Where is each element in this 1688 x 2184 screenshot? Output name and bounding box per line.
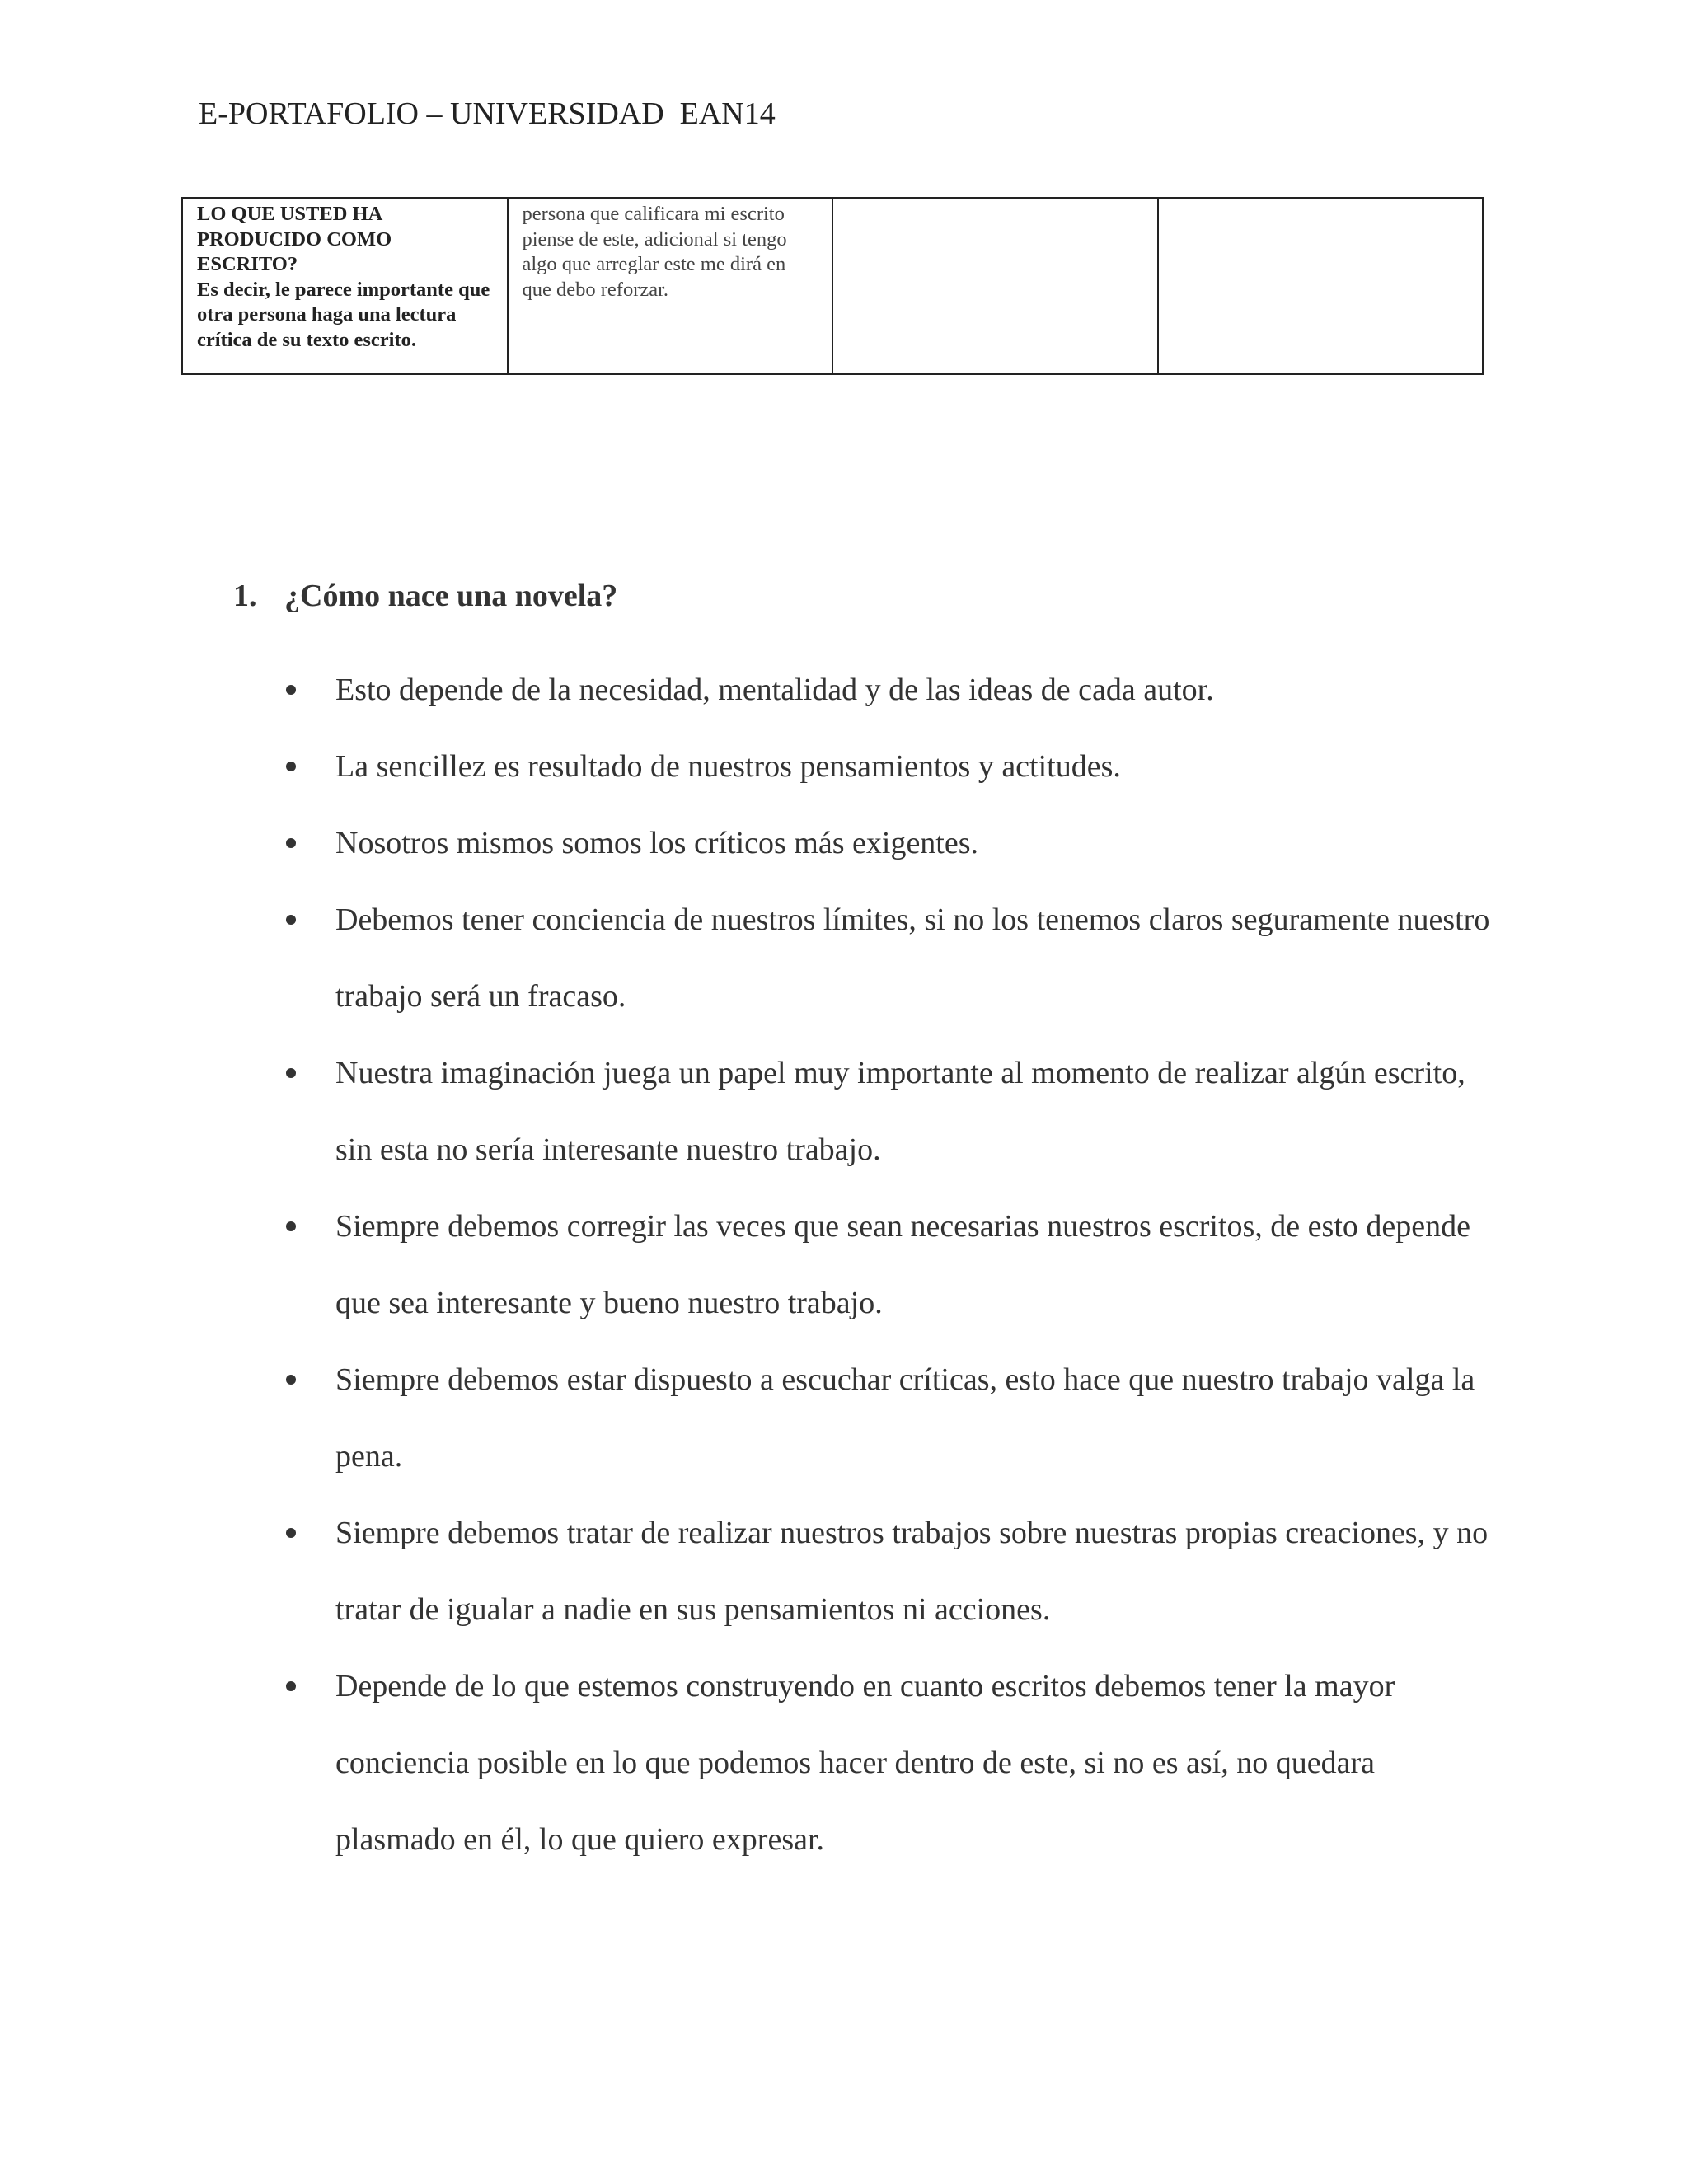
table-row	[182, 198, 1483, 374]
bullet-icon	[286, 915, 296, 925]
bullet-icon	[286, 1528, 296, 1538]
bullet-icon	[286, 838, 296, 848]
section-question	[233, 574, 617, 617]
table-cell-empty	[832, 198, 1158, 374]
list-item	[284, 882, 1496, 1035]
list-item	[284, 1648, 1496, 1878]
page-header: E-PORTAFOLIO – UNIVERSIDAD EAN14	[199, 96, 776, 131]
list-item-text: Siempre debemos estar dispuesto a escuchar críticas, esto hace que nuestro trabajo valga la pena.	[335, 1362, 1475, 1474]
list-item-text: Depende de lo que estemos construyendo en cuanto escritos debemos tener la mayor conciencia posible en lo que podemos hacer dentro de este, si no es así, no quedara plasmado en él, lo que quiero expresar.	[335, 1669, 1395, 1857]
bullet-icon	[286, 1221, 296, 1231]
list-item-text: La sencillez es resultado de nuestros pensamientos y actitudes.	[335, 749, 1121, 784]
list-item	[284, 1188, 1496, 1342]
bullet-icon	[286, 1375, 296, 1385]
list-item	[284, 729, 1496, 805]
list-item	[284, 1495, 1496, 1648]
question-number: 1.	[233, 579, 257, 613]
bullet-icon	[286, 1068, 296, 1078]
evaluation-table	[181, 197, 1484, 375]
table-cell-answer	[508, 198, 833, 374]
list-item-text: Esto depende de la necesidad, mentalidad y de las ideas de cada autor.	[335, 673, 1214, 707]
list-item	[284, 805, 1496, 882]
list-item-text: Debemos tener conciencia de nuestros límites, si no los tenemos claros seguramente nuestro trabajo será un fracaso.	[335, 902, 1490, 1014]
bullet-icon	[286, 1681, 296, 1691]
table-cell-question	[182, 198, 508, 374]
list-item	[284, 1035, 1496, 1188]
list-item-text: Nosotros mismos somos los críticos más exigentes.	[335, 826, 979, 860]
table-cell-question-title: LO QUE USTED HA PRODUCIDO COMO ESCRITO?	[197, 203, 392, 275]
list-item-text: Nuestra imaginación juega un papel muy importante al momento de realizar algún escrito, sin esta no sería interesante nuestro trabajo.	[335, 1056, 1465, 1167]
table-cell-question-detail: Es decir, le parece importante que otra persona haga una lectura crítica de su texto escrito.	[197, 278, 490, 351]
bullet-icon	[286, 762, 296, 771]
table-cell-answer-text: persona que calificara mi escrito piense de este, adicional si tengo algo que arreglar este me dirá en que debo reforzar.	[522, 203, 787, 301]
list-item	[284, 1342, 1496, 1495]
list-item-text: Siempre debemos corregir las veces que sean necesarias nuestros escritos, de esto depende que sea interesante y bueno nuestro trabajo.	[335, 1209, 1470, 1320]
bullet-icon	[286, 685, 296, 695]
bullet-list	[284, 652, 1496, 1878]
question-text: ¿Cómo nace una novela?	[284, 579, 618, 613]
table-cell-empty	[1158, 198, 1484, 374]
list-item-text: Siempre debemos tratar de realizar nuestros trabajos sobre nuestras propias creaciones, y no tratar de igualar a nadie en sus pensamientos ni acciones.	[335, 1516, 1489, 1627]
list-item	[284, 652, 1496, 729]
